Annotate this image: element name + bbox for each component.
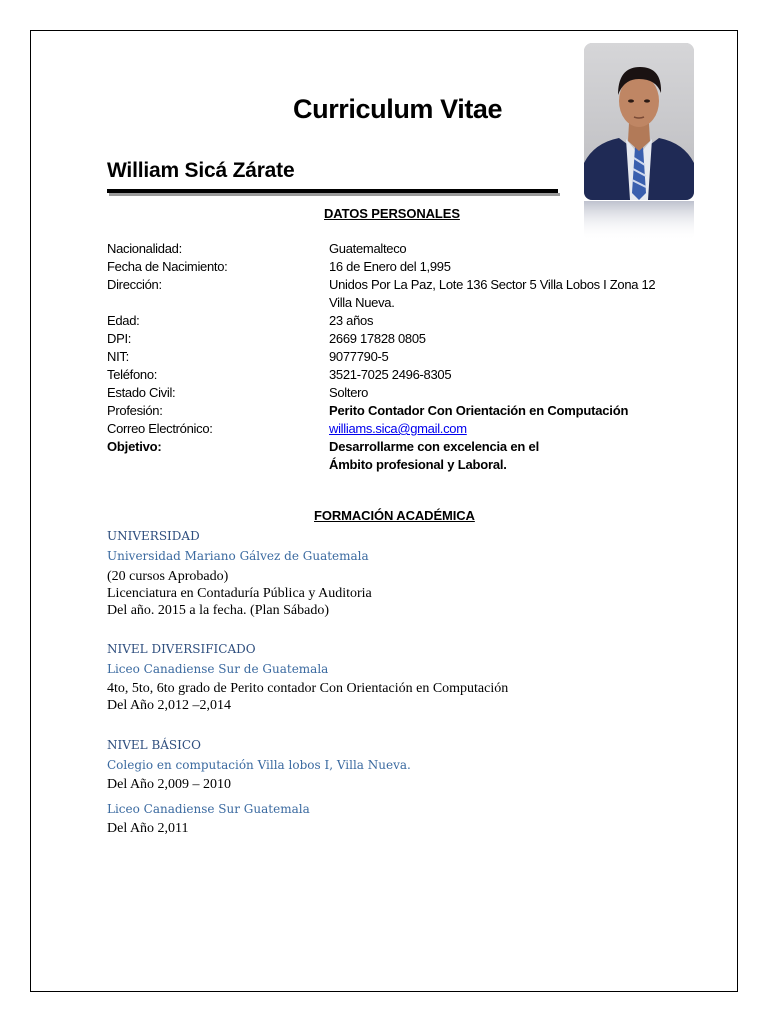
name-underline [107, 189, 558, 193]
edu-university-line3: Del año. 2015 a la fecha. (Plan Sábado) [107, 603, 329, 618]
personal-data-heading: DATOS PERSONALES [324, 206, 460, 221]
label-phone: Teléfono: [107, 367, 158, 382]
label-age: Edad: [107, 313, 140, 328]
edu-institution-basic-2: Liceo Canadiense Sur Guatemala [107, 802, 310, 816]
email-link[interactable]: williams.sica@gmail.com [329, 421, 467, 436]
label-civil-status: Estado Civil: [107, 385, 176, 400]
label-dpi: DPI: [107, 331, 132, 346]
label-birthdate: Fecha de Nacimiento: [107, 259, 228, 274]
label-nit: NIT: [107, 349, 129, 364]
value-nit: 9077790-5 [329, 349, 389, 364]
value-profession: Perito Contador Con Orientación en Computación [329, 403, 629, 418]
profile-photo [584, 43, 694, 200]
edu-category-university: UNIVERSIDAD [107, 529, 200, 543]
value-objective: Desarrollarme con excelencia en el [329, 439, 539, 454]
label-objective: Objetivo: [107, 439, 162, 454]
value-age: 23 años [329, 313, 374, 328]
edu-category-basic: NIVEL BÁSICO [107, 738, 201, 752]
value-phone: 3521-7025 2496-8305 [329, 367, 452, 382]
profile-photo-reflection [584, 201, 694, 241]
value-email [329, 421, 467, 436]
name-underline-shadow [109, 193, 560, 196]
value-nationality: Guatemalteco [329, 241, 407, 256]
value-birthdate: 16 de Enero del 1,995 [329, 259, 451, 274]
edu-institution-basic-1: Colegio en computación Villa lobos I, Villa Nueva. [107, 758, 411, 772]
label-profession: Profesión: [107, 403, 163, 418]
candidate-name: William Sicá Zárate [107, 159, 295, 182]
edu-diversified-line1: 4to, 5to, 6to grado de Perito contador Con Orientación en Computación [107, 681, 509, 696]
edu-university-line2: Licenciatura en Contaduría Pública y Auditoria [107, 586, 372, 601]
label-nationality: Nacionalidad: [107, 241, 182, 256]
value-address-line2: Villa Nueva. [329, 295, 395, 310]
edu-diversified-line2: Del Año 2,012 –2,014 [107, 698, 232, 713]
label-email: Correo Electrónico: [107, 421, 213, 436]
edu-basic-line1: Del Año 2,009 – 2010 [107, 777, 232, 792]
value-objective-line2: Ámbito profesional y Laboral. [329, 457, 507, 472]
value-civil-status: Soltero [329, 385, 369, 400]
edu-university-line1: (20 cursos Aprobado) [107, 569, 229, 584]
edu-category-diversified: NIVEL DIVERSIFICADO [107, 642, 256, 656]
label-address: Dirección: [107, 277, 162, 292]
edu-institution-diversified: Liceo Canadiense Sur de Guatemala [107, 662, 329, 676]
document-title: Curriculum Vitae [293, 94, 503, 124]
cv-page [30, 30, 738, 992]
education-heading: FORMACIÓN ACADÉMICA [314, 508, 475, 523]
value-address: Unidos Por La Paz, Lote 136 Sector 5 Villa Lobos I Zona 12 [329, 277, 656, 292]
edu-basic-line2: Del Año 2,011 [107, 821, 189, 836]
value-dpi: 2669 17828 0805 [329, 331, 426, 346]
edu-institution-university: Universidad Mariano Gálvez de Guatemala [107, 549, 369, 563]
